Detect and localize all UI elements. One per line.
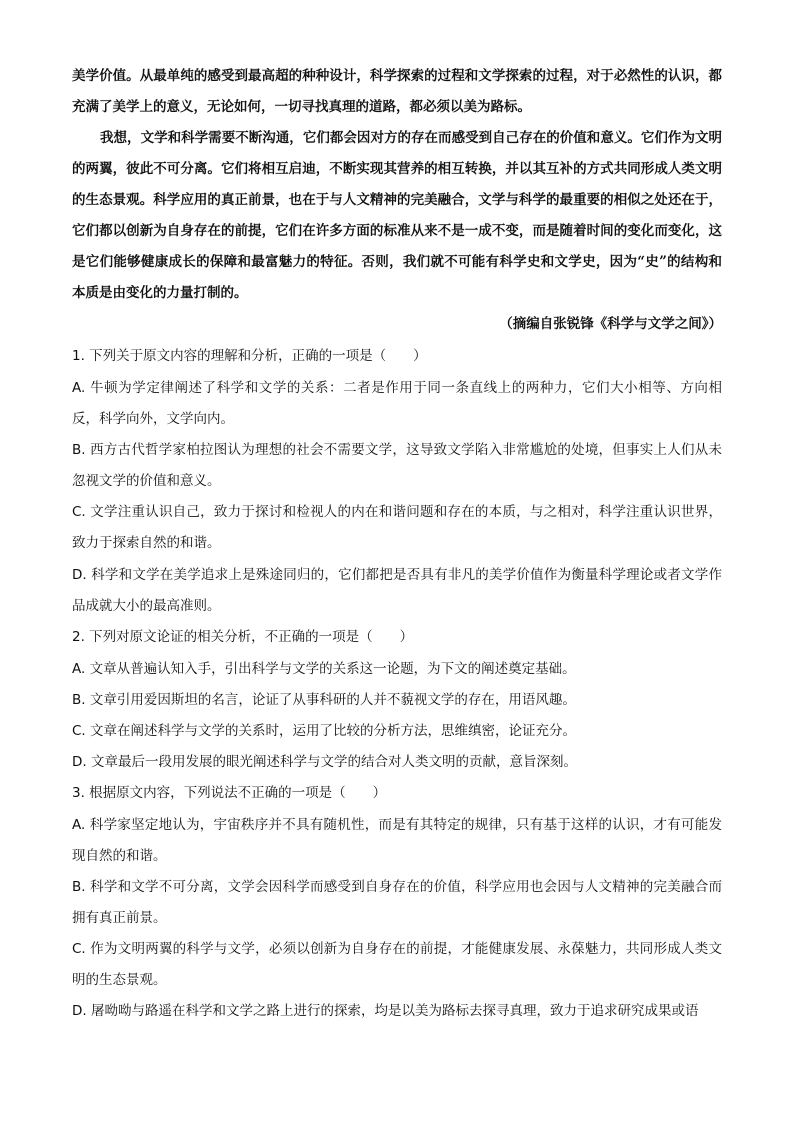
question-1-option-d: D. 科学和文学在美学追求上是殊途同归的，它们都把是否具有非凡的美学价值作为衡量科学理论或者文学作品成就大小的最高准则。	[72, 567, 722, 614]
question-2-stem: 2. 下列对原文论证的相关分析，不正确的一项是（ ）	[72, 629, 414, 645]
question-3-option-c: C. 作为文明两翼的科学与文学，必须以创新为自身存在的前提，才能健康发展、永葆魅力，共同形成人类文明的生态景观。	[72, 941, 722, 988]
question-3-option-d: D. 屠呦呦与路遥在科学和文学之路上进行的探索，均是以美为路标去探寻真理，致力于追求研究成果或语	[72, 1003, 699, 1019]
passage-paragraph-2: 我想，文学和科学需要不断沟通，它们都会因对方的存在而感受到自己存在的价值和意义。它们作为文明的两翼，彼此不可分离。它们将相互启迪，不断实现其营养的相互转换，并以其互补的方式共同形成人类文明的生态景观。科学应用的真正前景，也在于与人文精神的完美融合，文学与科学的最重要的相似之处还在于，它们都以创新为自身存在的前提，它们在许多方面的标准从来不是一成不变，而是随着时间的变化而变化，这是它们能够健康成长的保障和最富魅力的特征。否则，我们就不可能有科学史和文学史，因为“史”的结构和本质是由变化的力量打制的。	[72, 130, 722, 301]
question-3-stem: 3. 根据原文内容，下列说法不正确的一项是（ ）	[72, 785, 387, 801]
question-3-option-a: A. 科学家坚定地认为，宇宙秩序并不具有随机性，而是有其特定的规律，只有基于这样的认识，才有可能发现自然的和谐。	[72, 817, 722, 864]
passage-paragraph-1: 美学价值。从最单纯的感受到最高超的种种设计，科学探索的过程和文学探索的过程，对于必然性的认识，都充满了美学上的意义，无论如何，一切寻找真理的道路，都必须以美为路标。	[72, 68, 722, 115]
question-2-option-a: A. 文章从普遍认知入手，引出科学与文学的关系这一论题，为下文的阐述奠定基础。	[72, 661, 576, 677]
question-2-option-d: D. 文章最后一段用发展的眼光阐述科学与文学的结合对人类文明的贡献，意旨深刻。	[72, 754, 577, 770]
question-1-option-b: B. 西方古代哲学家柏拉图认为理想的社会不需要文学，这导致文学陷入非常尴尬的处境，但事实上人们从未忽视文学的价值和意义。	[72, 442, 722, 489]
question-3-option-b: B. 科学和文学不可分离，文学会因科学而感受到自身存在的价值，科学应用也会因与人文精神的完美融合而拥有真正前景。	[72, 879, 722, 926]
passage-source: （摘编自张锐锋《科学与文学之间》）	[499, 316, 722, 332]
question-1-option-c: C. 文学注重认识自己，致力于探讨和检视人的内在和谐问题和存在的本质，与之相对，科学注重认识世界，致力于探索自然的和谐。	[72, 504, 722, 551]
question-1-option-a: A. 牛顿为学定律阐述了科学和文学的关系：二者是作用于同一条直线上的两种力，它们大小相等、方向相反，科学向外，文学向内。	[72, 380, 722, 427]
question-2-option-c: C. 文章在阐述科学与文学的关系时，运用了比较的分析方法，思维缜密，论证充分。	[72, 723, 577, 739]
question-1-stem: 1. 下列关于原文内容的理解和分析，正确的一项是（ ）	[72, 348, 427, 364]
question-2-option-b: B. 文章引用爱因斯坦的名言，论证了从事科研的人并不藐视文学的存在，用语风趣。	[72, 692, 576, 708]
